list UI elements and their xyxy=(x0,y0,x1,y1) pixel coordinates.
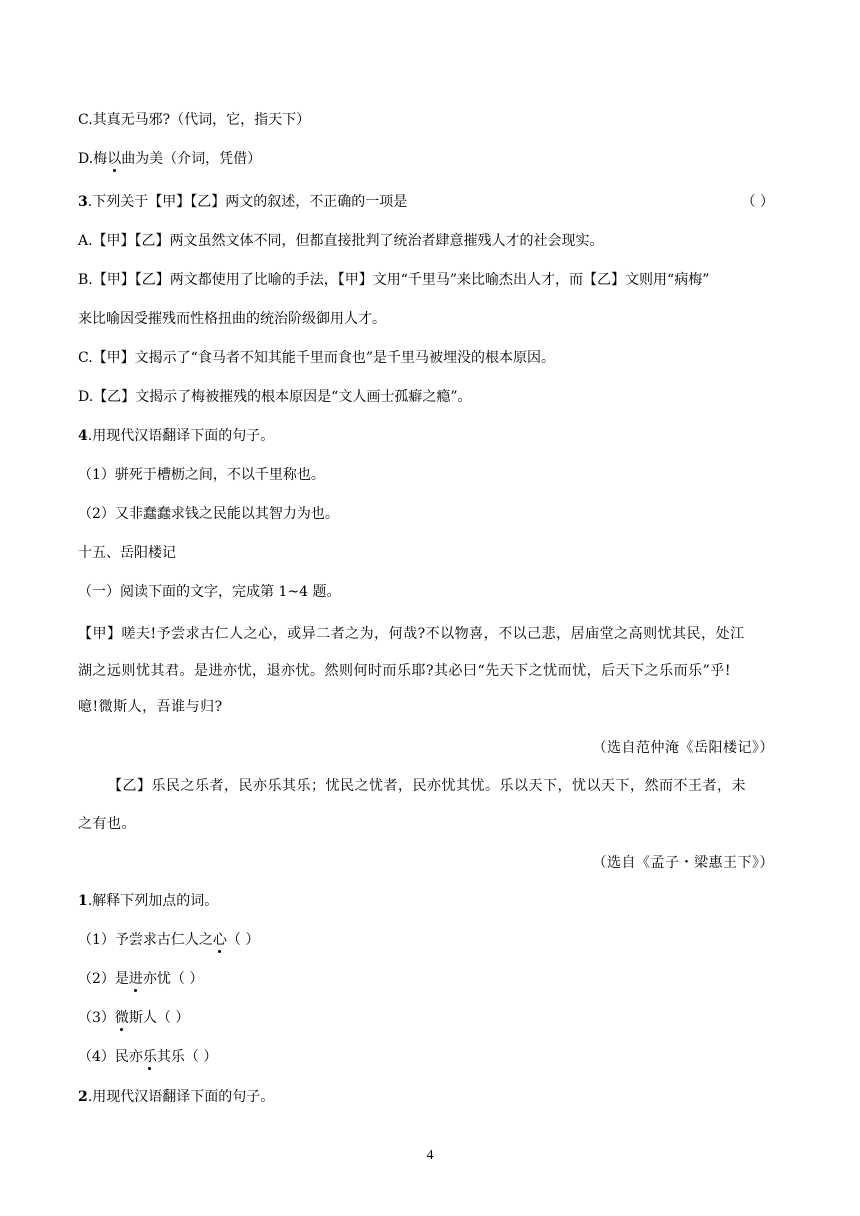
word-item-3 xyxy=(78,1008,189,1028)
section-heading: 十五、岳阳楼记 xyxy=(78,545,176,561)
question-text: .用现代汉语翻译下面的句子。 xyxy=(87,1089,275,1105)
passage-yi-source: （选自《孟子・梁惠王下》） xyxy=(592,855,774,871)
word-item-4 xyxy=(78,1047,217,1067)
q3-option-a: A.【甲】【乙】两文虽然文体不同，但都直接批判了统治者肆意摧残人才的社会现实。 xyxy=(78,233,604,249)
question-4 xyxy=(78,426,274,446)
q3-option-b-line1: B.【甲】【乙】两文都使用了比喻的手法，【甲】文用“千里马”来比喻杰出人才，而【乙】文则用“病梅” xyxy=(78,272,710,288)
item-rest: 其乐（ ） xyxy=(156,1049,218,1065)
page-number: 4 xyxy=(426,1148,434,1163)
passage-jia-source: （选自范仲淹《岳阳楼记》） xyxy=(592,740,774,756)
part1-question-2 xyxy=(78,1087,274,1107)
item-rest: 亦忧（ ） xyxy=(142,971,204,987)
question-text: .解释下列加点的词。 xyxy=(87,893,219,909)
dotted-word: 以 xyxy=(107,151,122,167)
part1-question-1 xyxy=(78,891,218,911)
passage-jia-line2: 湖之远则忧其君。是进亦忧，退亦忧。然则何时而乐耶?其必曰“先天下之忧而忧，后天下之乐而乐”乎! xyxy=(78,663,731,679)
q3-option-c: C.【甲】文揭示了“食马者不知其能千里而食也”是千里马被埋没的根本原因。 xyxy=(78,350,555,366)
item-rest: 斯人（ ） xyxy=(128,1010,190,1026)
option-c-line: C.其真无马邪?（代词，它，指天下） xyxy=(78,112,311,128)
section-instruction: （一）阅读下面的文字，完成第 1~4 题。 xyxy=(78,584,341,600)
item-prefix: （2）是 xyxy=(78,971,129,987)
option-d-line xyxy=(78,149,261,169)
q4-sentence-1: （1）骈死于槽枥之间，不以千里称也。 xyxy=(78,467,325,483)
item-prefix: （1）予尝求古仁人之 xyxy=(78,932,213,948)
word-item-2 xyxy=(78,969,203,989)
item-prefix: （3） xyxy=(78,1010,115,1026)
passage-yi-line2: 之有也。 xyxy=(78,816,136,832)
answer-blank: （ ） xyxy=(226,932,260,948)
question-number: 1 xyxy=(78,893,88,909)
question-text: .用现代汉语翻译下面的句子。 xyxy=(87,428,275,444)
dotted-word: 乐 xyxy=(142,1049,157,1065)
question-number: 2 xyxy=(78,1089,88,1105)
question-text: .下列关于【甲】【乙】两文的叙述，不正确的一项是 xyxy=(87,194,408,210)
item-prefix: （4）民亦 xyxy=(78,1049,143,1065)
passage-jia-line3: 噫!微斯人，吾谁与归? xyxy=(78,699,223,715)
dotted-word: 进 xyxy=(128,971,143,987)
question-number: 4 xyxy=(78,428,88,444)
q3-option-b-line2: 来比喻因受摧残而性格扭曲的统治阶级御用人才。 xyxy=(78,311,386,327)
dotted-word: 微 xyxy=(114,1010,129,1026)
option-d-rest: 曲为美（介词，凭借） xyxy=(121,151,262,167)
question-3 xyxy=(78,192,407,212)
option-d-prefix: D.梅 xyxy=(78,151,108,167)
passage-jia-line1: 【甲】嗟夫!予尝求古仁人之心，或异二者之为，何哉?不以物喜，不以己悲，居庙堂之高则忧其民，处江 xyxy=(78,626,745,642)
dotted-word: 心 xyxy=(212,932,227,948)
word-item-1 xyxy=(78,930,259,950)
passage-yi-line1: 【乙】乐民之乐者，民亦乐其乐；忧民之忧者，民亦忧其忧。乐以天下，忧以天下，然而不王者，未 xyxy=(108,778,746,794)
answer-blank-parentheses: （ ） xyxy=(741,194,774,210)
q4-sentence-2: （2）又非蠢蠢求钱之民能以其智力为也。 xyxy=(78,506,339,522)
question-number: 3 xyxy=(78,194,88,210)
q3-option-d: D.【乙】文揭示了梅被摧残的根本原因是“文人画士孤癖之瘾”。 xyxy=(78,389,472,405)
